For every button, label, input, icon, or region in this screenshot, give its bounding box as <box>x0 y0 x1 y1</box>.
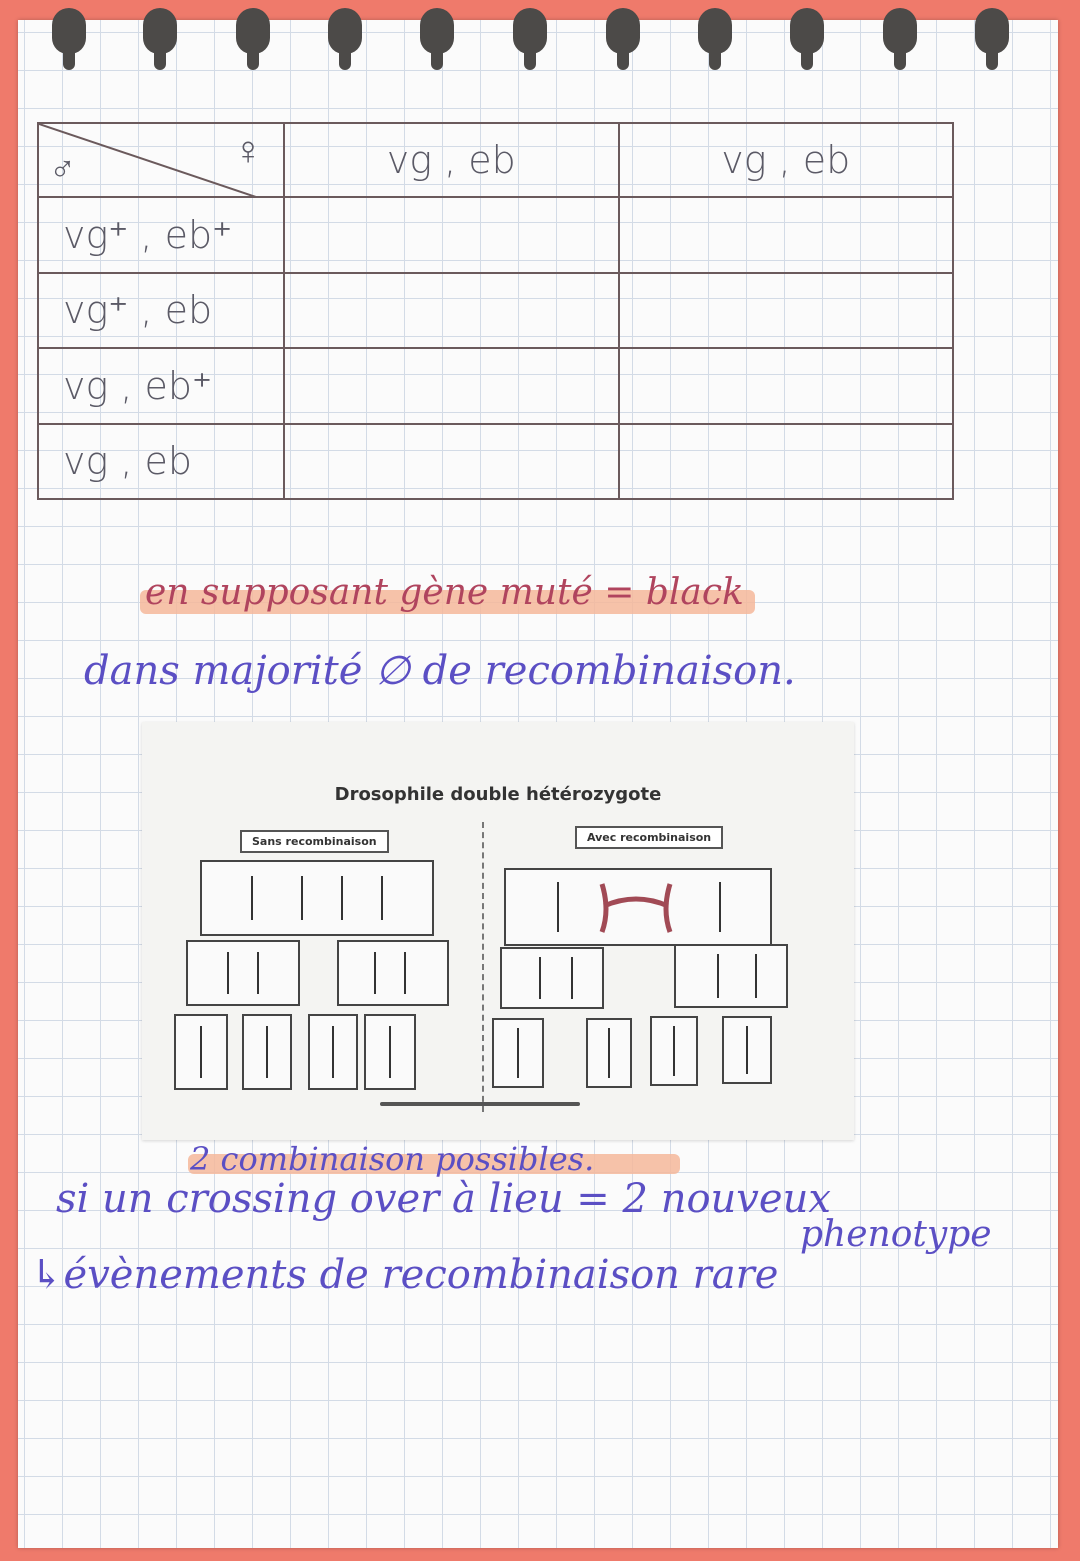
ring-icon <box>790 8 824 54</box>
male-gamete-row-label: vg⁺ , eb⁺ <box>38 197 284 273</box>
table-cell <box>619 348 954 424</box>
chromosome-drawing <box>588 1020 630 1086</box>
table-cell <box>619 273 954 349</box>
male-gamete-row-label: vg⁺ , eb <box>38 273 284 349</box>
chromosome-drawing <box>652 1018 696 1084</box>
female-symbol: ♀ <box>233 128 263 174</box>
table-cell <box>284 424 619 500</box>
crossover-drawing <box>506 870 770 944</box>
meiosis-cell <box>674 944 788 1008</box>
chromosome-drawing <box>310 1016 356 1088</box>
parent-cell <box>200 860 434 936</box>
chromosome-drawing <box>502 949 602 1007</box>
note-hypothesis: en supposant gène muté = black <box>145 572 744 613</box>
ring-icon <box>420 8 454 54</box>
chromosome-drawing <box>724 1018 770 1082</box>
gamete-cell <box>650 1016 698 1086</box>
ring-icon <box>236 8 270 54</box>
gamete-cell <box>174 1014 228 1090</box>
chromosome-drawing <box>202 862 432 934</box>
gamete-cell <box>308 1014 358 1090</box>
label-with-recombination: Avec recombinaison <box>575 826 723 849</box>
meiosis-cell <box>500 947 604 1009</box>
ring-icon <box>883 8 917 54</box>
punnett-square <box>37 122 954 500</box>
note-crossing-over: si un crossing over à lieu = 2 nouveux <box>56 1176 831 1222</box>
chromosome-drawing <box>676 946 786 1006</box>
note-two-combinations: 2 combinaison possibles. <box>190 1140 595 1178</box>
table-cell <box>619 197 954 273</box>
table-cell <box>619 424 954 500</box>
image-scrollbar <box>380 1102 580 1106</box>
ring-icon <box>52 8 86 54</box>
chromosome-drawing <box>339 942 447 1004</box>
chromosome-drawing <box>494 1020 542 1086</box>
male-gamete-row-label: vg , eb⁺ <box>38 348 284 424</box>
gamete-cell <box>722 1016 772 1084</box>
chromosome-drawing <box>366 1016 414 1088</box>
note-rare-events: ↳évènements de recombinaison rare <box>30 1252 779 1298</box>
chromosome-drawing <box>244 1016 290 1088</box>
female-gamete-header: vg , eb <box>619 123 954 197</box>
male-gamete-row-label: vg , eb <box>38 424 284 500</box>
gamete-cell <box>492 1018 544 1088</box>
chromosome-drawing <box>176 1016 226 1088</box>
table-cell <box>284 273 619 349</box>
ring-icon <box>513 8 547 54</box>
female-gamete-header: vg , eb <box>284 123 619 197</box>
note-majority: dans majorité ∅ de recombinaison. <box>84 648 796 694</box>
ring-icon <box>606 8 640 54</box>
ring-icon <box>143 8 177 54</box>
label-no-recombination: Sans recombinaison <box>240 830 389 853</box>
ring-icon <box>328 8 362 54</box>
meiosis-cell <box>337 940 449 1006</box>
recombination-figure <box>142 722 854 1140</box>
chromosome-drawing <box>188 942 298 1004</box>
ring-icon <box>698 8 732 54</box>
male-symbol: ♂ <box>49 149 76 190</box>
parent-cell-crossover <box>504 868 772 946</box>
gamete-cell <box>364 1014 416 1090</box>
meiosis-cell <box>186 940 300 1006</box>
gamete-cell <box>586 1018 632 1088</box>
divider <box>482 822 484 1112</box>
table-corner <box>38 123 284 197</box>
table-cell <box>284 348 619 424</box>
note-phenotype: phenotype <box>800 1214 992 1255</box>
figure-title: Drosophile double hétérozygote <box>334 784 662 805</box>
ring-icon <box>975 8 1009 54</box>
table-cell <box>284 197 619 273</box>
gamete-cell <box>242 1014 292 1090</box>
